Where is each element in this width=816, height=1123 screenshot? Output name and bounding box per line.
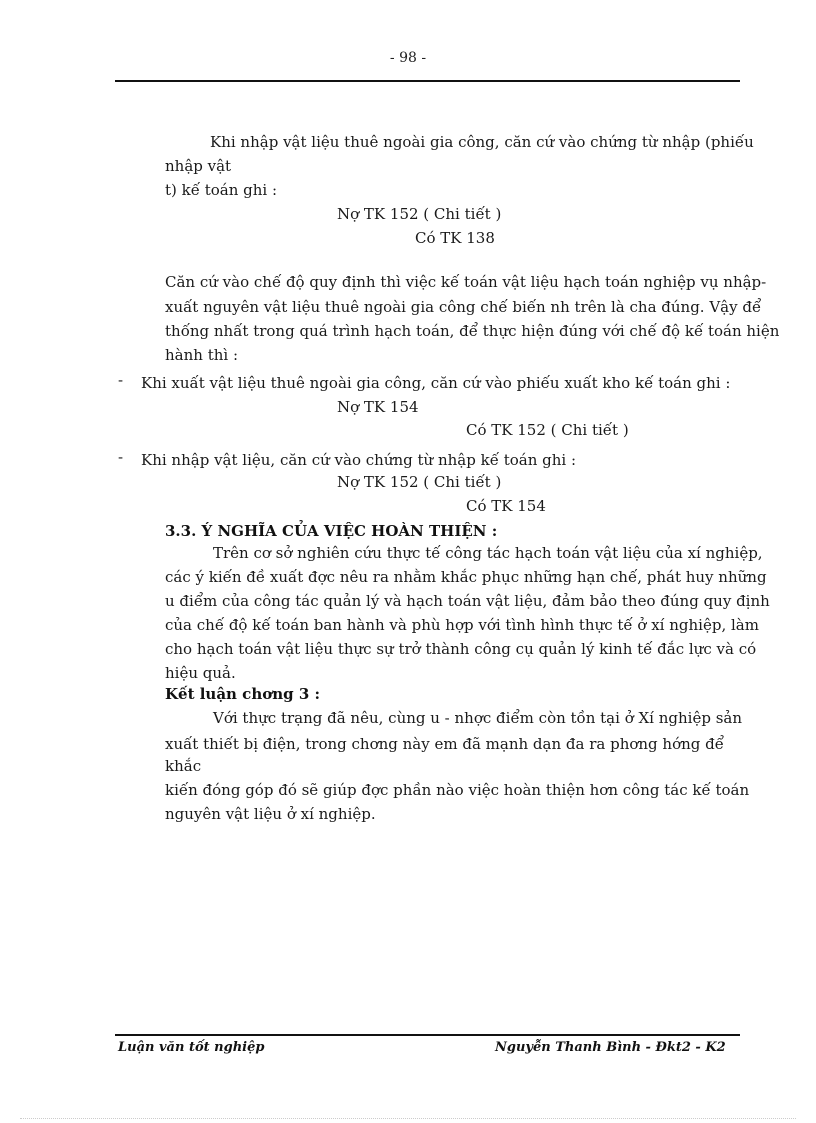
section-line6: hiệu quả. [165, 664, 236, 682]
para2-line3: thống nhất trong quá trình hạch toán, để thực hiện đúng với chế độ kế toán hiện [165, 322, 780, 340]
section-line4: của chế độ kế toán ban hành và phù hợp với tình hình thực tế ở xí nghiệp, làm [165, 616, 759, 634]
bullet2-text: Khi nhập vật liệu, căn cứ vào chứng từ nhập kế toán ghi : [141, 451, 577, 469]
bullet2-debit: Nợ TK 152 ( Chi tiết ) [337, 473, 502, 491]
bottom-dotted-line [20, 1118, 796, 1119]
section-line2: các ý kiến đề xuất đợc nêu ra nhằm khắc phục những hạn chế, phát huy những [165, 568, 767, 586]
footer-right: Nguyễn Thanh Bình - Ðkt2 - K2 [495, 1040, 726, 1055]
bullet1-debit: Nợ TK 154 [337, 398, 419, 416]
para2-line2: xuất nguyên vật liệu thuê ngoài gia công chế biến nh trên là cha đúng. Vậy để [165, 298, 762, 316]
para1-line1: Khi nhập vật liệu thuê ngoài gia công, căn cứ vào chứng từ nhập (phiếu [210, 133, 754, 151]
para2-line1: Căn cứ vào chế độ quy định thì việc kế toán vật liệu hạch toán nghiệp vụ nhập- [165, 273, 767, 291]
entry1-debit: Nợ TK 152 ( Chi tiết ) [337, 205, 502, 223]
entry1-credit: Có TK 138 [415, 229, 495, 247]
section-line5: cho hạch toán vật liệu thực sự trở thành công cụ quản lý kinh tế đắc lực và có [165, 640, 757, 658]
bullet1-marker: - [118, 371, 124, 389]
conclusion-line4: kiến đóng góp đó sẽ giúp đợc phần nào việc hoàn thiện hơn công tác kế toán [165, 781, 750, 799]
bullet1-text: Khi xuất vật liệu thuê ngoài gia công, căn cứ vào phiếu xuất kho kế toán ghi : [141, 374, 731, 392]
conclusion-line2: xuất thiết bị điện, trong chơng này em đã mạnh dạn đa ra phơng hớng để [165, 735, 724, 753]
section-line3: u điểm của công tác quản lý và hạch toán vật liệu, đảm bảo theo đúng quy định [165, 592, 770, 610]
para2-line4: hành thì : [165, 346, 239, 364]
page-number: - 98 - [389, 50, 427, 66]
conclusion-line5: nguyên vật liệu ở xí nghiệp. [165, 805, 376, 823]
conclusion-heading: Kết luận chơng 3 : [165, 685, 321, 703]
conclusion-line1: Với thực trạng đã nêu, cùng u - nhợc điểm còn tồn tại ở Xí nghiệp sản [213, 709, 743, 727]
bullet2-marker: - [118, 448, 124, 466]
bullet1-credit: Có TK 152 ( Chi tiết ) [466, 421, 629, 439]
footer-rule [115, 1034, 740, 1036]
conclusion-line3: khắc [165, 757, 202, 775]
para1-line3: t) kế toán ghi : [165, 181, 278, 199]
para1-line2: nhập vật [165, 157, 232, 175]
bullet2-credit: Có TK 154 [466, 497, 546, 515]
header-rule [115, 80, 740, 82]
section-line1: Trên cơ sở nghiên cứu thực tế công tác hạch toán vật liệu của xí nghiệp, [213, 544, 763, 562]
section-heading: 3.3. Ý NGHĨA CỦA VIỆC HOÀN THIỆN : [165, 522, 498, 540]
footer-left: Luận văn tốt nghiệp [118, 1040, 265, 1055]
